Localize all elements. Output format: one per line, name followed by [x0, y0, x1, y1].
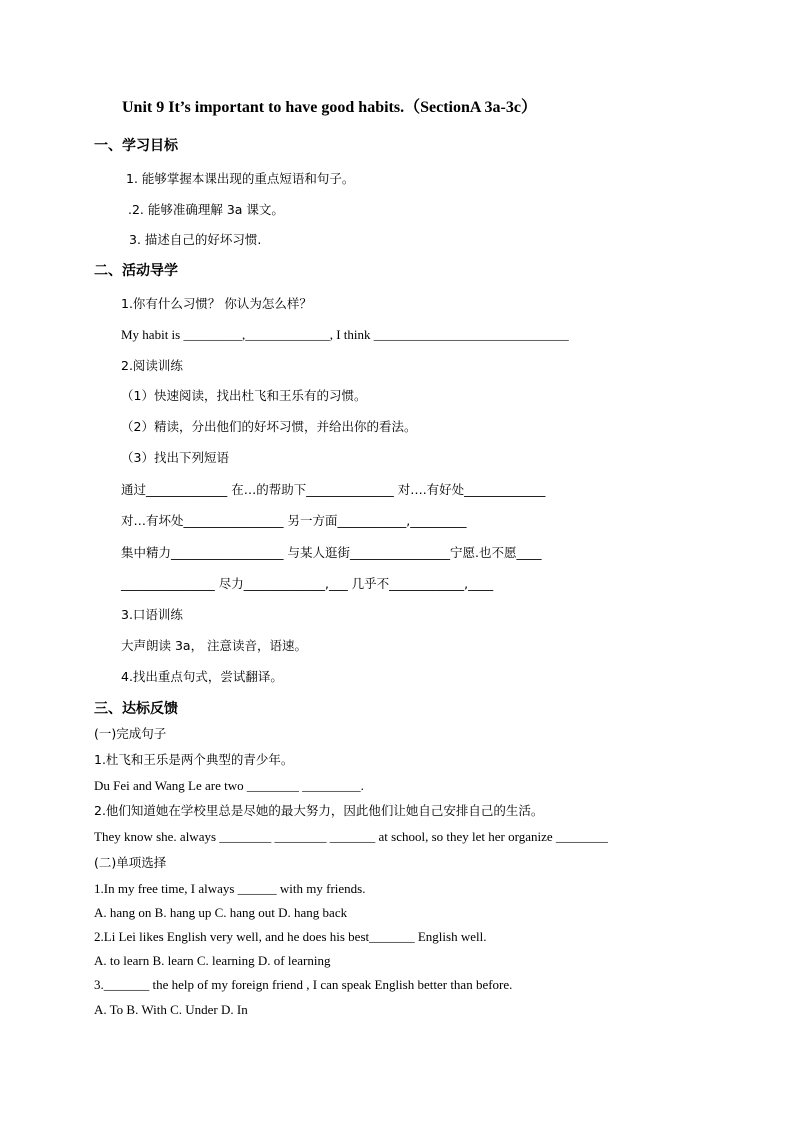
reading-task: （3）找出下列短语 [121, 450, 229, 465]
phrase-line: 集中精力__________________ 与某人逛街________________宁愿.也不愿____ [121, 545, 542, 560]
goal-item: 1. 能够掌握本课出现的重点短语和句子。 [126, 171, 355, 186]
reading-task: （1）快速阅读，找出杜飞和王乐有的习惯。 [121, 388, 367, 403]
subsection-complete-sentences: (一)完成句子 [94, 726, 167, 741]
habit-fill-line: My habit is _________,_____________, I think ______________________________ [121, 327, 569, 342]
reading-task: （2）精读，分出他们的好坏习惯，并给出你的看法。 [121, 419, 417, 434]
section-heading-feedback: 三、达标反馈 [94, 701, 178, 717]
phrase-line: 通过_____________ 在…的帮助下______________ 对….有好处_____________ [121, 482, 546, 497]
phrase-line: _______________ 尽力_____________,___ 几乎不____________,____ [121, 576, 494, 591]
mc-options: A. to learn B. learn C. learning D. of learning [94, 953, 331, 968]
goal-item: 3. 描述自己的好坏习惯. [129, 232, 262, 247]
phrase-line: 对…有坏处________________ 另一方面___________,_________ [121, 513, 467, 528]
sentence-1-cn: 1.杜飞和王乐是两个典型的青少年。 [94, 752, 294, 767]
question-4: 4.找出重点句式，尝试翻译。 [121, 669, 283, 684]
mc-question: 3._______ the help of my foreign friend , I can speak English better than before. [94, 977, 513, 992]
question-3: 3.口语训练 [121, 607, 183, 622]
speaking-task: 大声朗读 3a， 注意读音，语速。 [121, 638, 308, 653]
question-2: 2.阅读训练 [121, 358, 183, 373]
mc-options: A. hang on B. hang up C. hang out D. hang back [94, 905, 348, 920]
question-1: 1.你有什么习惯？ 你认为怎么样？ [121, 296, 312, 311]
subsection-multiple-choice: (二)单项选择 [94, 855, 167, 870]
goal-item: .2. 能够准确理解 3a 课文。 [128, 202, 284, 217]
sentence-1-en: Du Fei and Wang Le are two ________ _________. [94, 778, 364, 793]
section-heading-activities: 二、活动导学 [94, 263, 178, 279]
sentence-2-en: They know she. always ________ ________ _______ at school, so they let her organize ________ [94, 829, 608, 844]
mc-question: 2.Li Lei likes English very well, and he does his best_______ English well. [94, 929, 487, 944]
page-title: Unit 9 It’s important to have good habits.（SectionA 3a-3c） [122, 99, 537, 116]
sentence-2-cn: 2.他们知道她在学校里总是尽她的最大努力，因此他们让她自己安排自己的生活。 [94, 803, 544, 818]
section-heading-goals: 一、学习目标 [94, 138, 178, 154]
mc-options: A. To B. With C. Under D. In [94, 1002, 248, 1017]
mc-question: 1.In my free time, I always ______ with my friends. [94, 881, 366, 896]
